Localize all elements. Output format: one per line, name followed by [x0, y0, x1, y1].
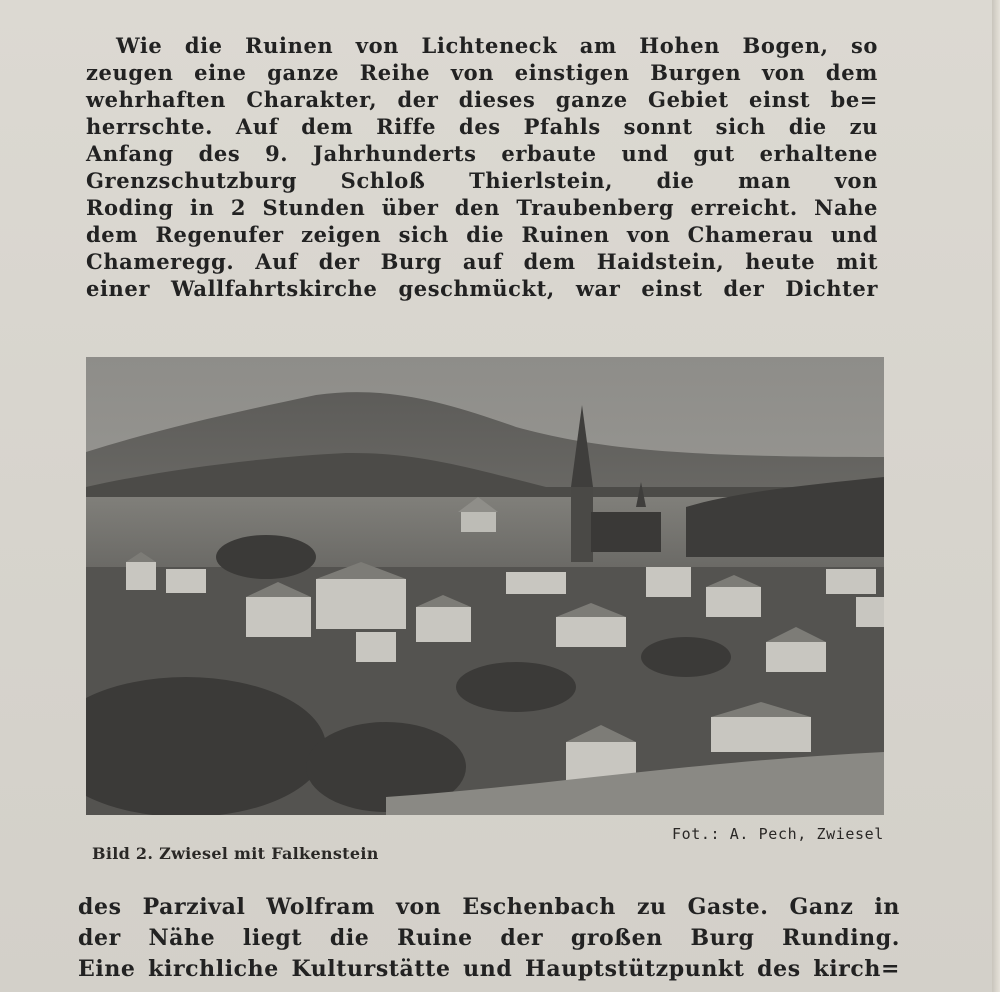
text-line: der Nähe liegt die Ruine der großen Burg Runding. — [78, 925, 900, 951]
paragraph-bottom — [78, 892, 900, 985]
text-line: Anfang des 9. Jahrhunderts erbaute und gut erhaltene — [86, 141, 878, 166]
photo-credit: Fot.: A. Pech, Zwiesel — [672, 825, 884, 843]
photo-zwiesel — [86, 357, 884, 815]
paragraph-top — [86, 32, 878, 302]
photo-illustration — [86, 357, 884, 815]
text-line: Chameregg. Auf der Burg auf dem Haidstein, heute mit — [86, 249, 878, 274]
text-line: herrschte. Auf dem Riffe des Pfahls sonnt sich die zu — [86, 114, 878, 139]
page-edge — [992, 0, 1000, 992]
text-line: Roding in 2 Stunden über den Traubenberg erreicht. Nahe — [86, 195, 878, 220]
text-line: zeugen eine ganze Reihe von einstigen Burgen von dem — [86, 60, 878, 85]
text-line: dem Regenufer zeigen sich die Ruinen von Chamerau und — [86, 222, 878, 247]
text-line: des Parzival Wolfram von Eschenbach zu Gaste. Ganz in — [78, 894, 900, 920]
text-line: Wie die Ruinen von Lichteneck am Hohen Bogen, so — [116, 33, 878, 58]
figure-caption: Bild 2. Zwiesel mit Falkenstein — [92, 844, 379, 863]
text-line: Grenzschutzburg Schloß Thierlstein, die man von — [86, 168, 878, 193]
text-line: einer Wallfahrtskirche geschmückt, war einst der Dichter — [86, 276, 878, 301]
text-line: Eine kirchliche Kulturstätte und Hauptstützpunkt des kirch= — [78, 956, 900, 982]
text-line: wehrhaften Charakter, der dieses ganze Gebiet einst be= — [86, 87, 878, 112]
